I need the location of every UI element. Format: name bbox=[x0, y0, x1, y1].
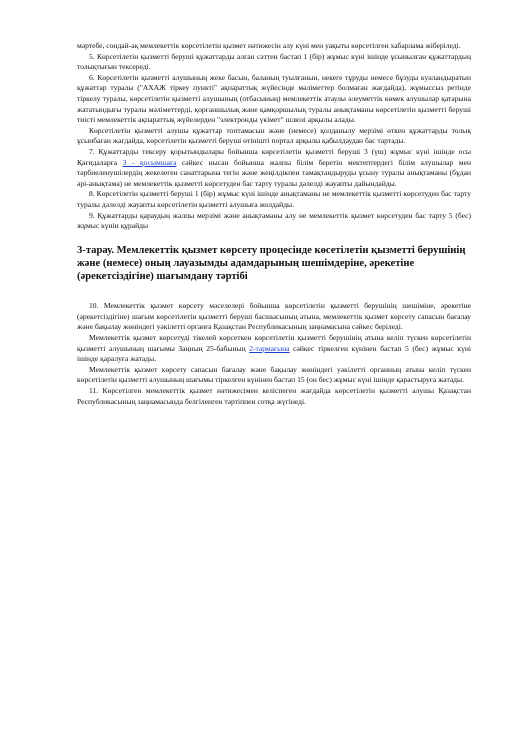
clause-2-link[interactable]: 2-тармағына bbox=[249, 343, 290, 353]
appendix-3-link[interactable]: 3 - қосымшаға bbox=[122, 157, 177, 167]
paragraph-10b-text-b: сәйкес тіркелген күнінен бастап 5 (бес) жұмыс күні ішінде қаралуға жатады. bbox=[77, 343, 471, 364]
paragraph-7 bbox=[77, 147, 471, 189]
paragraph-8: 8. Көрсетілетін қызметті беруші 1 (бір) жұмыс күні ішінде анықтаманы не мемлекеттік қызметті көрсетуден бас тарту туралы дәлелді жауапты көрсетілетін қызметті алушыға жолдайды. bbox=[77, 189, 471, 209]
paragraph-6: 6. Көрсетілетін қызметті алушының жеке басын, баланың туылғанын, некеге тұруды немесе бұзуды куәландыратын құжаттар туралы ("АХАЖ тіркеу пункті" ақпараттық жүйесінде мәліметтер болмаған жағдайда), жұмыссыз ретінде тіркелу туралы, көрсетілетін қызметті алушының (отбасының) мемлекеттік атаулы әлеуметтік көмек алушылар қатарына жататындығы туралы мәліметтерді, қорғаншылық және қамқоршылық туралы анықтаманы көрсетілетін қызметті беруші тиісті мемлекеттік ақпараттық жүйелерден "электронды үкімет" шлюзі арқылы алады. bbox=[77, 72, 471, 125]
paragraph-10-authority-complaint: Мемлекеттік қызмет көрсету сапасын бағалау және бақылау жөніндегі уәкілетті органның атына келіп түскен көрсетілетін қызметті алушының шағымы тіркелген күнінен бастап 15 (он бес) жұмыс күні ішінде қарастыруға жатады. bbox=[77, 364, 471, 385]
paragraph-5: 5. Көрсетілетін қызметті беруші құжаттарды алған сәттен бастап 1 (бір) жұмыс күні ішінде ұсынылған құжаттардың толықтығын тексереді. bbox=[77, 51, 471, 72]
paragraph-6-refusal: Көрсетілетін қызметті алушы құжаттар топтамасын және (немесе) қолданылу мерзімі өткен құжаттарды толық ұсынбаған жағдайда, көрсетілетін қызметті беруші өтінішті портал арқылы қабылдаудан бас тартады. bbox=[77, 125, 471, 146]
paragraph-10-direct-complaint bbox=[77, 333, 471, 365]
section-3-heading: 3-тарау. Мемлекеттік қызмет көрсету процесінде көсетілетін қызметті берушінің және (немесе) оның лауазымды адамдарының шешімдеріне, әрекетіне (әрекетсіздігіне) шағымдану тәртібі bbox=[77, 244, 466, 283]
paragraph-11: 11. Көрсетілген мемлекеттік қызмет нәтижесімен келіспеген жағдайда көрсетілетін қызметті алушы Қазақстан Республикасының заңнамасында белгіленген тәртіппен сотқа жүгінеді. bbox=[77, 386, 471, 406]
paragraph-10: 10. Мемлекеттік қызмет көрсету мәселелері бойынша көрсетілетін қызметті берушінің шешіміне, әрекетіне (әрекетсіздігіне) шағым көрсетілетін қызметті беруші басшысының атына, мемлекеттік қызмет көрсету сапасын бағалау және бақылау жөніндегі уәкілетті органға Қазақстан Республикасының заңнамасына сәйкес беріледі. bbox=[77, 301, 471, 332]
paragraph-7-text-b: сәйкес нысан бойынша жалпы білім беретін мектептердегі білім алушылар мен тәрбиеленушілердің жекелеген санаттарына тегін және жеңілдікпен тамақтандыруды ұсыну туралы анықтаманы (бұдан әрі-анықтама) не мемлекеттік қызметті көрсетуден бас тарту туралы дәлелді жауапты дайындайды. bbox=[77, 157, 471, 188]
paragraph-7-text-a: 7. Құжаттарды тексеру қорытындылары бойынша көрсетілетін қызметті беруші 3 (үш) жұмыс күні ішінде осы Қағидаларға bbox=[77, 146, 471, 167]
paragraph-10b-text-a: Мемлекеттік қызмет көрсетуді тікелей көрсеткен көрсетілетін қызметті берушінің атына келіп түскен көрсетілетін қызметті алушының шағымы Заңның 25-бабының bbox=[77, 333, 471, 353]
paragraph-9: 9. Құжаттарды қараудың жалпы мерзімі және анықтаманы алу не мемлекеттік қызмет көрсетуден бас тарту 5 (бес) жұмыс күнін құрайды bbox=[77, 210, 471, 231]
section-3-body bbox=[77, 301, 471, 407]
paragraph-continuation: мәртебе, сондай-ақ мемлекеттік көрсетілетін қызмет нәтижесін алу күні мен уақыты көрсетілген хабарлама жіберіледі. bbox=[77, 41, 461, 50]
